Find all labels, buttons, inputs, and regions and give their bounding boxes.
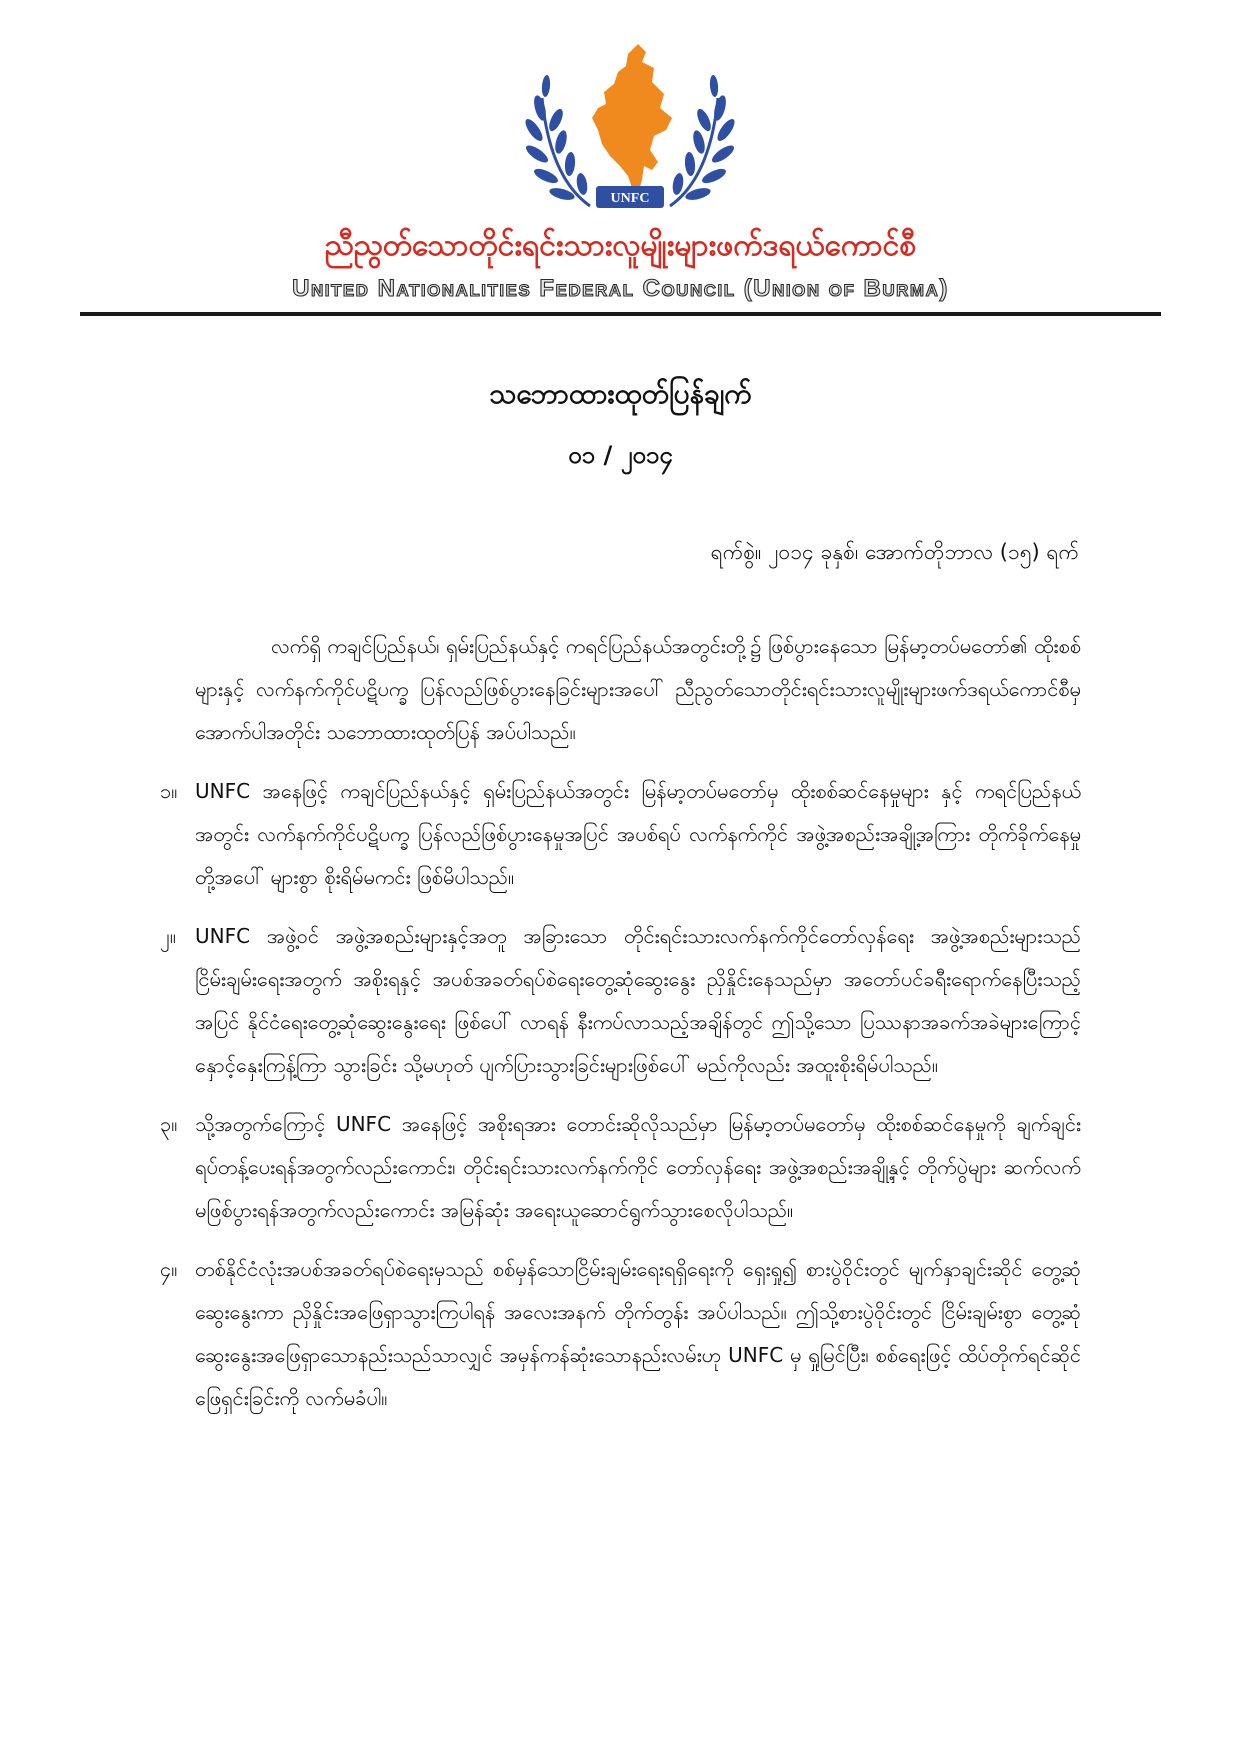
logo-label: UNFC: [610, 191, 650, 206]
laurel-right-icon: [670, 75, 738, 206]
statement-body: [160, 625, 1081, 1436]
item-text: UNFC အဖွဲ့ဝင် အဖွဲ့အစည်းများနှင့်အတူ အခြားသော တိုင်းရင်းသားလက်နက်ကိုင်တော်လှန်ရေး အဖွဲ့အစည်းများသည် ငြိမ်းချမ်းရေးအတွက် အစိုးရနှင့် အပစ်အခတ်ရပ်စဲရေးတွေ့ဆုံဆွေးနွေး ညှိနှိုင်းနေသည်မှာ အတော်ပင်ခရီးရောက်နေပြီးသည့်အပြင် နိုင်ငံရေးတွေ့ဆုံဆွေးနွေးရေး ဖြစ်ပေါ် လာရန် နီးကပ်လာသည့်အချိန်တွင် ဤသို့သော ပြဿနာအခက်အခဲများကြောင့် နှောင့်နှေးကြန့်ကြာ သွားခြင်း သို့မဟုတ် ပျက်ပြားသွားခြင်းများဖြစ်ပေါ် မည်ကိုလည်း အထူးစိုးရိမ်ပါသည်။: [195, 924, 1081, 1077]
item-text: တစ်နိုင်ငံလုံးအပစ်အခတ်ရပ်စဲရေးမှသည် စစ်မှန်သောငြိမ်းချမ်းရေးရရှိရေးကို ရှေးရှု၍ စားပွဲဝိုင်းတွင် မျက်နှာချင်းဆိုင် တွေ့ဆုံဆွေးနွေးကာ ညှိနှိုင်းအဖြေရှာသွားကြပါရန် အလေးအနက် တိုက်တွန်း အပ်ပါသည်။ ဤသို့စားပွဲဝိုင်းတွင် ငြိမ်းချမ်းစွာ တွေ့ဆုံဆွေးနွေးအဖြေရှာသောနည်းသည်သာလျှင် အမှန်ကန်ဆုံးသောနည်းလမ်းဟု UNFC မှ ရှုမြင်ပြီး၊ စစ်ရေးဖြင့် ထိပ်တိုက်ရင်ဆိုင်ဖြေရှင်းခြင်းကို လက်မခံပါ။: [195, 1257, 1081, 1410]
org-name-english: United Nationalities Federal Council (Union of Burma): [292, 275, 949, 302]
unfc-logo: [520, 38, 740, 224]
letterhead: [0, 0, 1241, 330]
document-date: ရက်စွဲ။ ၂၀၁၄ ခုနှစ်၊ အောက်တိုဘာလ (၁၅) ရက်: [710, 540, 1079, 564]
list-item: [160, 1248, 1081, 1420]
item-number: ၃။: [160, 1112, 178, 1136]
statement-items: [160, 770, 1081, 1420]
intro-paragraph: လက်ရှိ ကချင်ပြည်နယ်၊ ရှမ်းပြည်နယ်နှင့် ကရင်ပြည်နယ်အတွင်းတို့၌ ဖြစ်ပွားနေသော မြန်မာ့တပ်မတော်၏ ထိုးစစ်များနှင့် လက်နက်ကိုင်ပဋိပက္ခ ပြန်လည်ဖြစ်ပွားနေခြင်းများအပေါ် ညီညွတ်သောတိုင်းရင်းသားလူမျိုးများဖက်ဒရယ်ကောင်စီမှ အောက်ပါအတိုင်း သဘောထားထုတ်ပြန် အပ်ပါသည်။: [195, 634, 1081, 744]
item-number: ၂။: [160, 924, 176, 948]
list-item: [160, 915, 1081, 1087]
header-divider: [80, 312, 1161, 316]
document-number: ၀၁ / ၂၀၁၄: [568, 441, 673, 469]
burma-map-icon: [592, 44, 672, 202]
list-item: [160, 770, 1081, 899]
item-text: UNFC အနေဖြင့် ကချင်ပြည်နယ်နှင့် ရှမ်းပြည်နယ်အတွင်း မြန်မာ့တပ်မတော်မှ ထိုးစစ်ဆင်နေမှုများ နှင့် ကရင်ပြည်နယ်အတွင်း လက်နက်ကိုင်ပဋိပက္ခ ပြန်လည်ဖြစ်ပွားနေမှုအပြင် အပစ်ရပ် လက်နက်ကိုင် အဖွဲ့အစည်းအချို့အကြား တိုက်ခိုက်နေမှုတို့အပေါ် များစွာ စိုးရိမ်မကင်း ဖြစ်မိပါသည်။: [195, 779, 1081, 889]
org-name-myanmar: ညီညွတ်သောတိုင်းရင်းသားလူမျိုးများဖက်ဒရယ်ကောင်စီ: [324, 228, 917, 263]
laurel-left-icon: [522, 75, 590, 206]
item-number: ၁။: [160, 779, 178, 803]
list-item: [160, 1103, 1081, 1232]
item-text: သို့အတွက်ကြောင့် UNFC အနေဖြင့် အစိုးရအား တောင်းဆိုလိုသည်မှာ မြန်မာ့တပ်မတော်မှ ထိုးစစ်ဆင်နေမှုကို ချက်ချင်းရပ်တန့်ပေးရန်အတွက်လည်းကောင်း၊ တိုင်းရင်းသားလက်နက်ကိုင် တော်လှန်ရေး အဖွဲ့အစည်းအချို့နှင့် တိုက်ပွဲများ ဆက်လက်မဖြစ်ပွားရန်အတွက်လည်းကောင်း အမြန်ဆုံး အရေးယူဆောင်ရွက်သွားစေလိုပါသည်။: [195, 1112, 1081, 1222]
document-title: သဘောထားထုတ်ပြန်ချက်: [489, 377, 752, 410]
item-number: ၄။: [160, 1257, 178, 1281]
